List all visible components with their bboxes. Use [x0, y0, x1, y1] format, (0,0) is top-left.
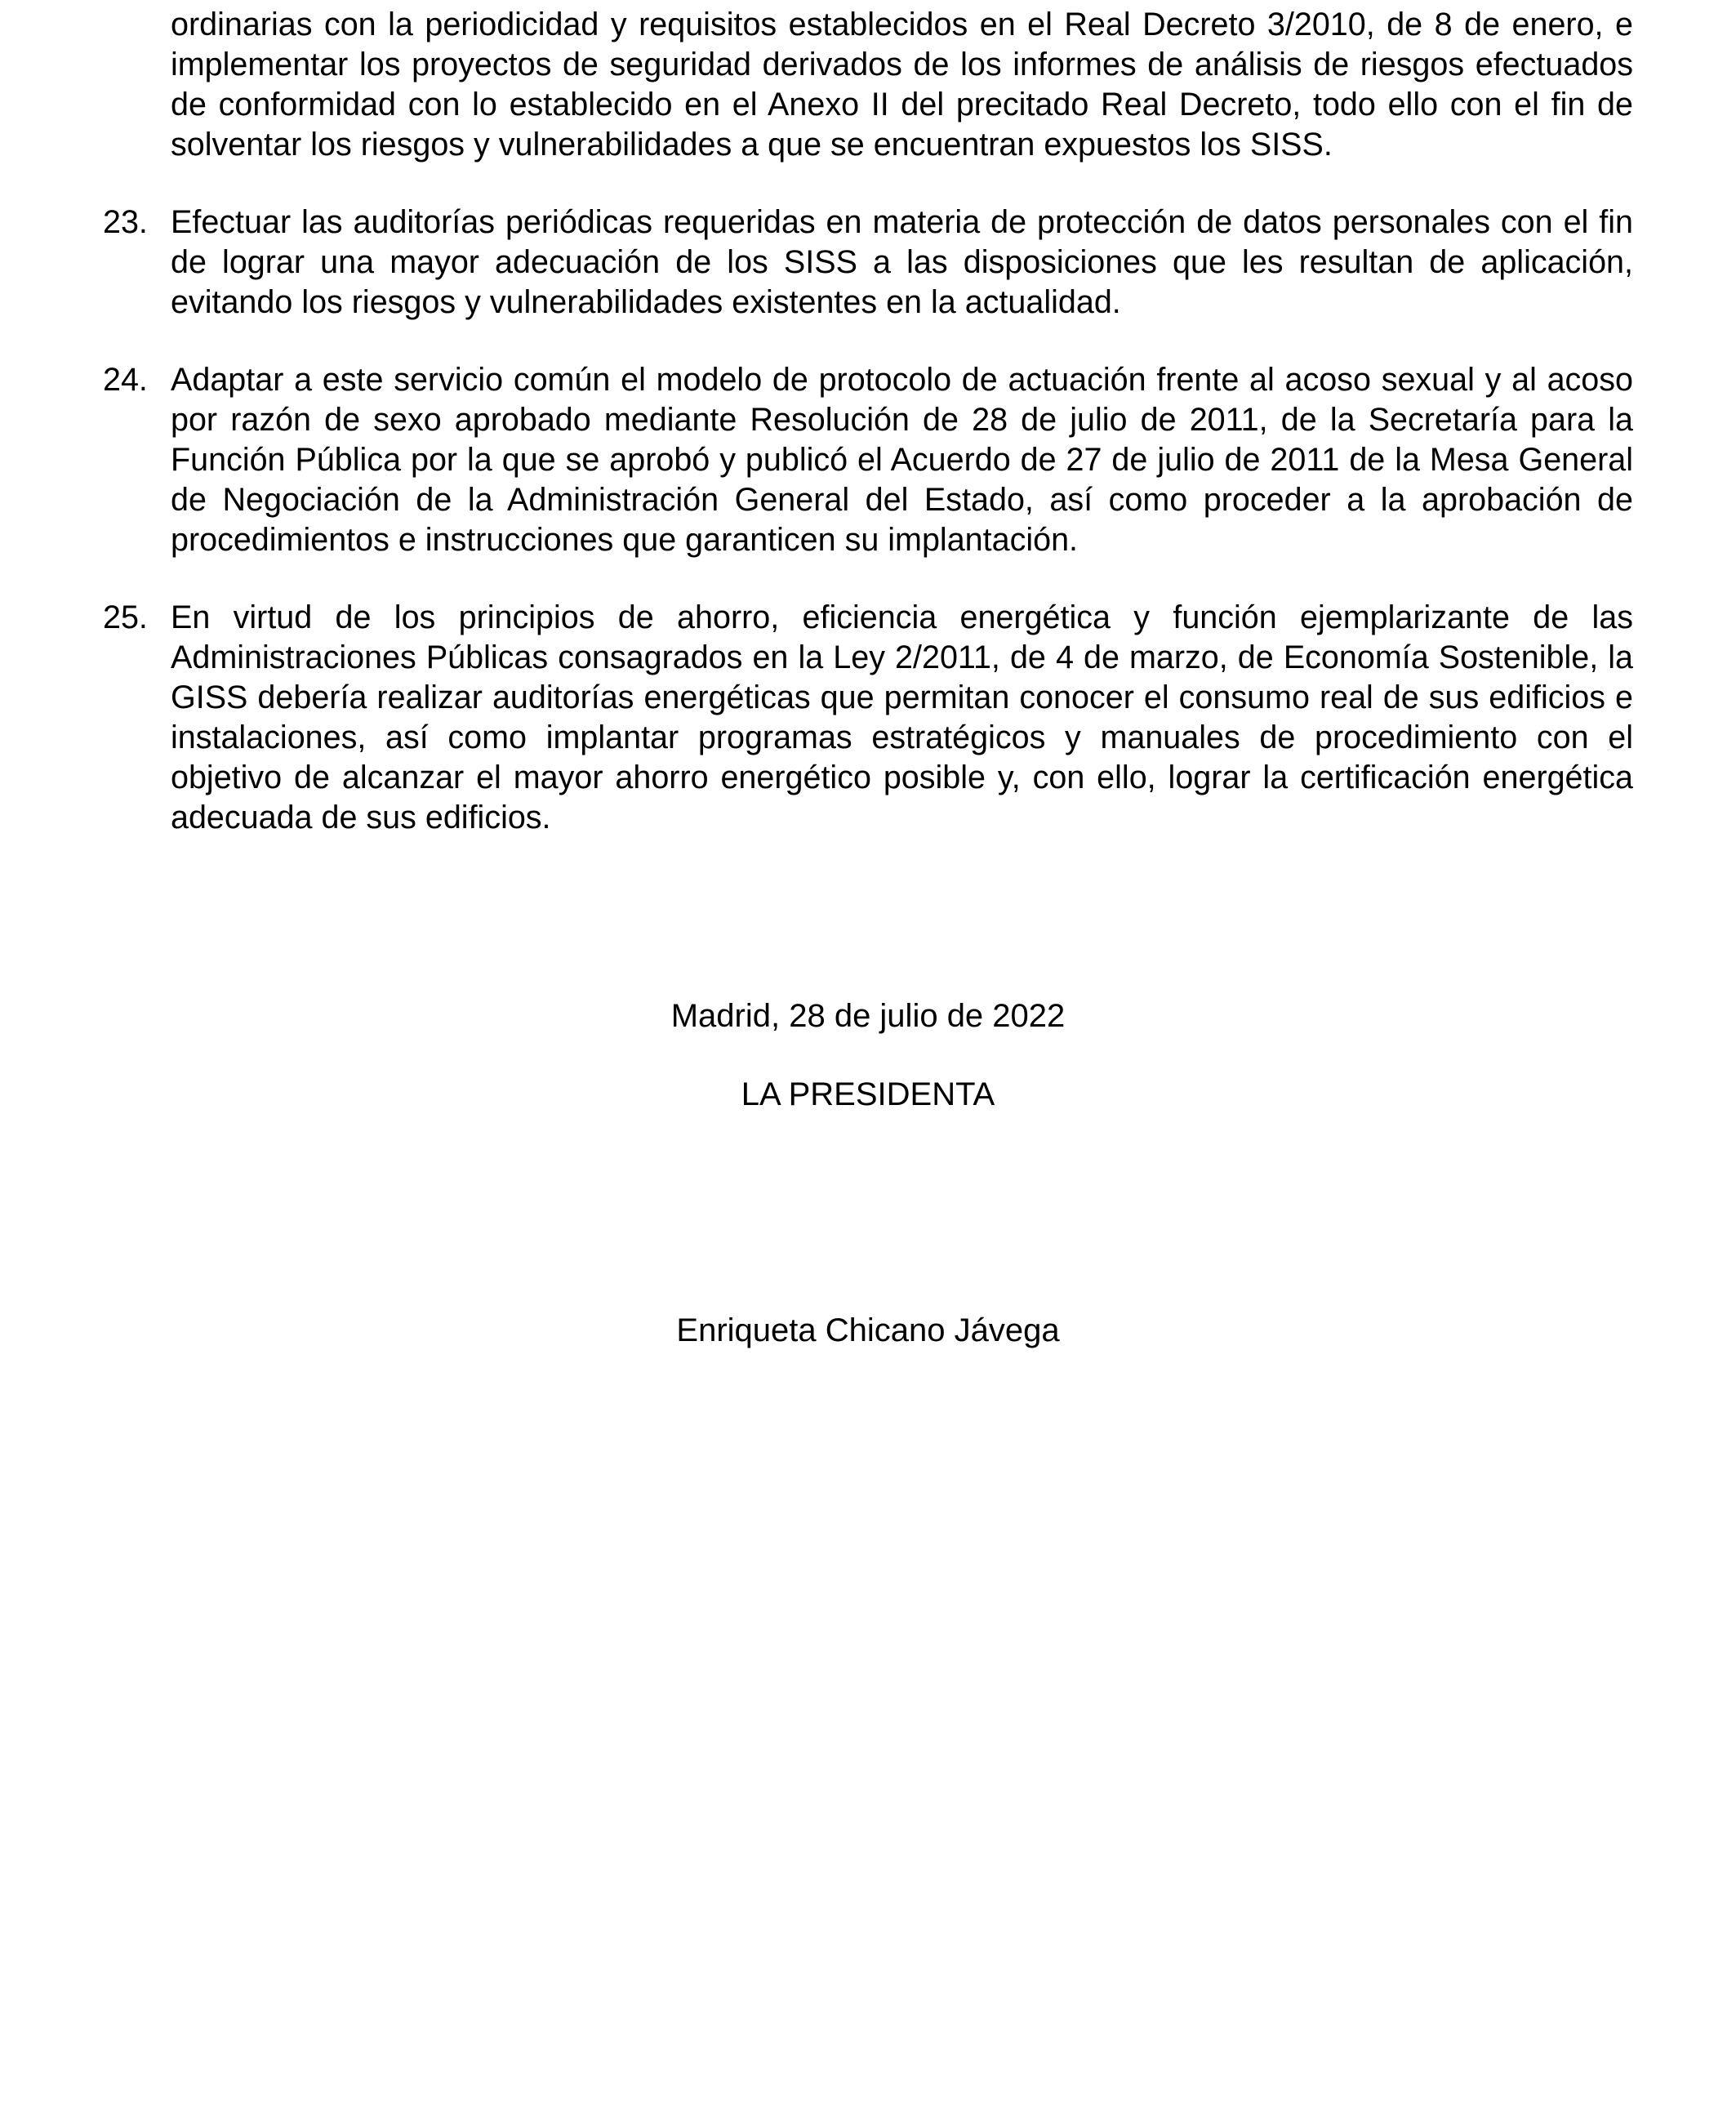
signatory-name: Enriqueta Chicano Jávega — [676, 1312, 1060, 1348]
item-text: Efectuar las auditorías periódicas requeridas en materia de protección de datos personales con el fin de lograr una mayor adecuación de los SISS a las disposiciones que les resultan de aplicación, evitando los riesgos y vulnerabilidades existentes en la actualidad. — [171, 204, 1633, 320]
item-number: 24. — [103, 362, 148, 398]
item-number: 23. — [103, 204, 148, 240]
item-text: Adaptar a este servicio común el modelo de protocolo de actuación frente al acoso sexual y al acoso por razón de sexo aprobado mediante Resolución de 28 de julio de 2011, de la Secretaría para la Función Pública por la que se aprobó y publicó el Acuerdo de 27 de julio de 2011 de la Mesa General de Negociación de la Administración General del Estado, así como proceder a la aprobación de procedimientos e instrucciones que garanticen su implantación. — [171, 362, 1633, 558]
list-item-24 — [103, 360, 1633, 560]
list-item-25 — [103, 598, 1633, 838]
signatory-title: LA PRESIDENTA — [741, 1076, 995, 1112]
list-item-23 — [103, 203, 1633, 323]
continuation-paragraph: ordinarias con la periodicidad y requisitos establecidos en el Real Decreto 3/2010, de 8 de enero, e implementar los proyectos de seguridad derivados de los informes de análisis de riesgos efectuados de conformidad con lo establecido en el Anexo II del precitado Real Decreto, todo ello con el fin de solventar los riesgos y vulnerabilidades a que se encuentran expuestos los SISS. — [171, 7, 1633, 163]
item-text: En virtud de los principios de ahorro, eficiencia energética y función ejemplarizante de las Administraciones Públicas consagrados en la Ley 2/2011, de 4 de marzo, de Economía Sostenible, la GISS debería realizar auditorías energéticas que permitan conocer el consumo real de sus edificios e instalaciones, así como implantar programas estratégicos y manuales de procedimiento con el objetivo de alcanzar el mayor ahorro energético posible y, con ello, lograr la certificación energética adecuada de sus edificios. — [171, 599, 1633, 835]
place-date: Madrid, 28 de julio de 2022 — [670, 998, 1066, 1034]
document-body — [103, 5, 1633, 876]
item-number: 25. — [103, 599, 148, 635]
